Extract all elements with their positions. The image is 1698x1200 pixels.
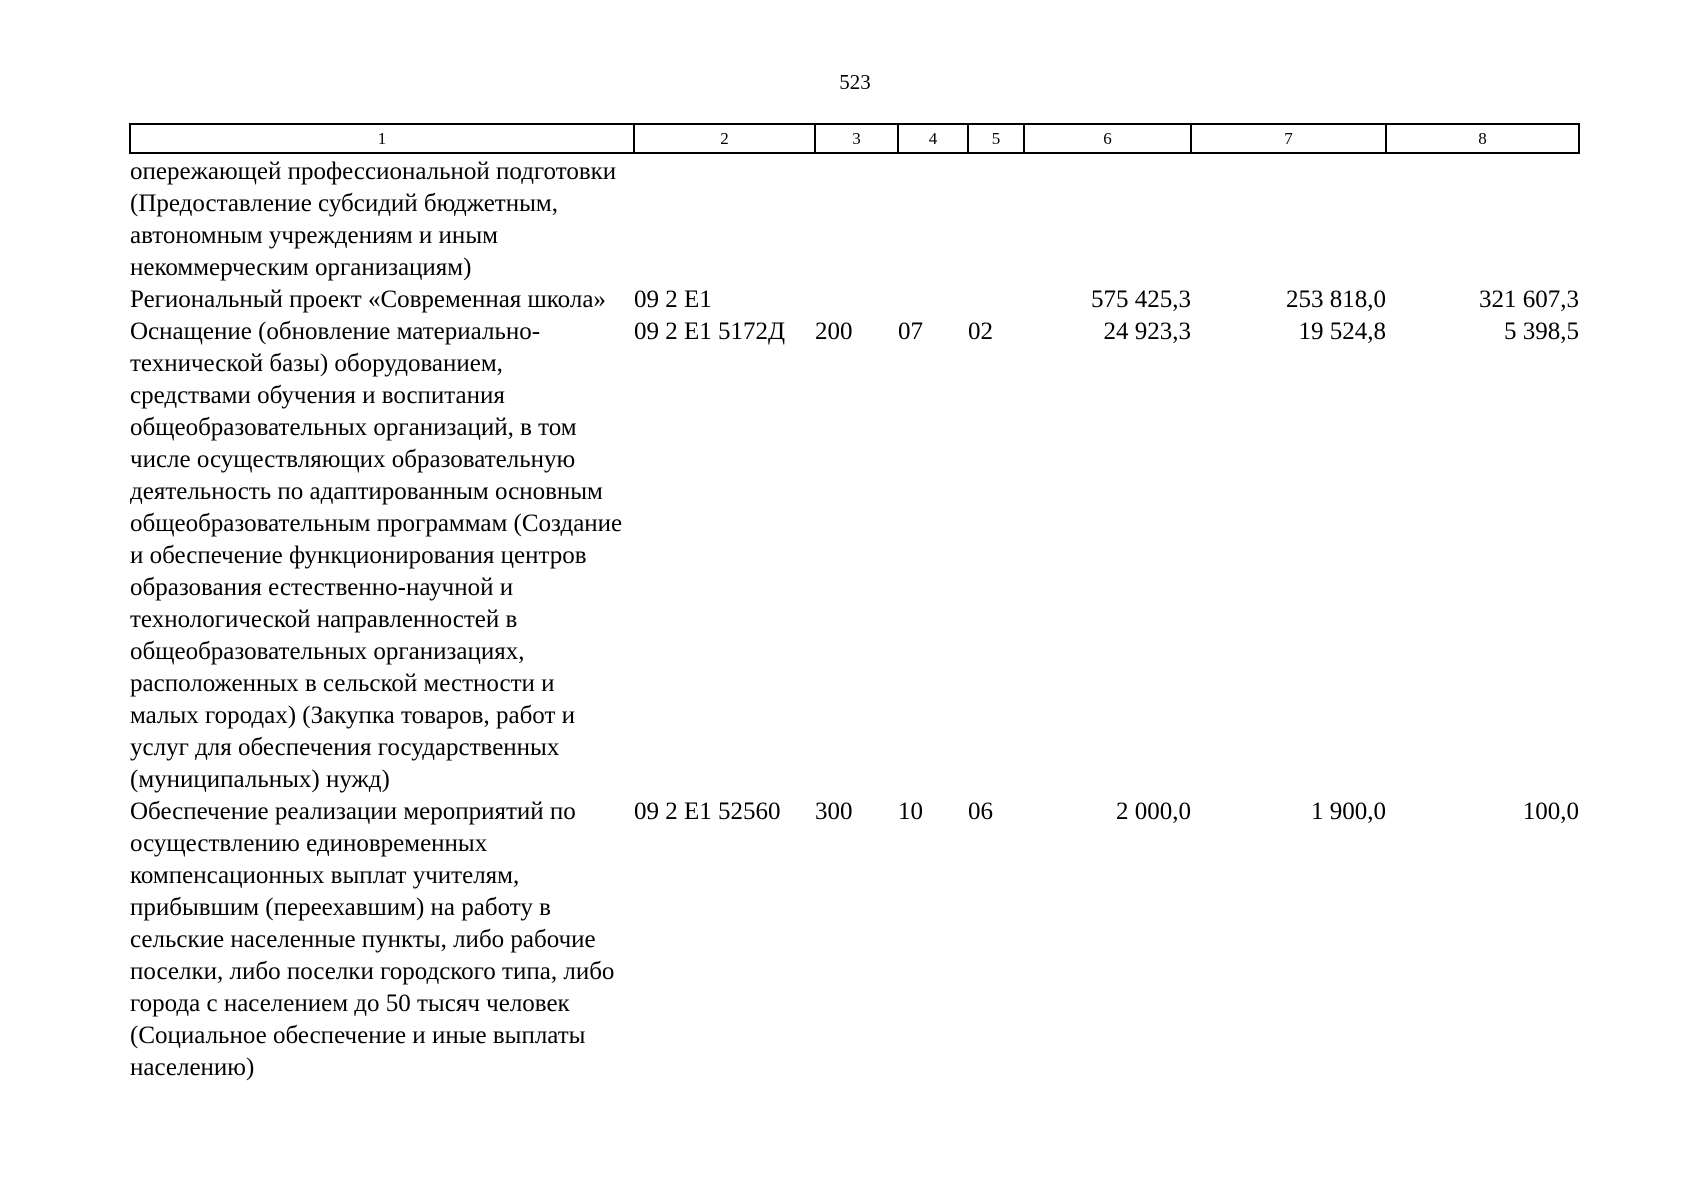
column-header-3: 3 bbox=[815, 124, 898, 153]
row-pr: 02 bbox=[968, 318, 993, 345]
row-csr: 09 2 E1 5172Д bbox=[634, 318, 786, 345]
column-header-1: 1 bbox=[130, 124, 634, 153]
row-fed: 19 524,8 bbox=[1298, 318, 1386, 345]
row-vr: 200 bbox=[815, 318, 853, 345]
column-header-5: 5 bbox=[968, 124, 1024, 153]
row-name: опережающей профессиональной подготовки (Предоставление субсидий бюджетным, автономным учреждениям и иным некоммерческим организациям) bbox=[130, 158, 617, 281]
table-row bbox=[130, 316, 1579, 796]
row-csr: 09 2 E1 bbox=[634, 286, 712, 313]
column-header-2: 2 bbox=[634, 124, 815, 153]
row-total bbox=[1024, 153, 1191, 284]
row-name: Оснащение (обновление материально-технической базы) оборудованием, средствами обучения и воспитания общеобразовательных организаций, в том числе осуществляющих образовательную деятельность по адаптированным основным общеобразовательным программам (Создание и обеспечение функционирования центров образования естественно-научной и технологической направленностей в общеобразовательных организациях, расположенных в сельской местности и малых городах) (Закупка товаров, работ и услуг для обеспечения государственных (муниципальных) нужд) bbox=[130, 318, 623, 793]
row-vr bbox=[815, 153, 898, 284]
column-header-8: 8 bbox=[1386, 124, 1579, 153]
row-csr: 09 2 E1 52560 bbox=[634, 798, 781, 825]
row-name: Региональный проект «Современная школа» bbox=[130, 286, 606, 313]
row-rz bbox=[898, 284, 968, 316]
row-reg bbox=[1386, 153, 1579, 284]
row-fed: 1 900,0 bbox=[1311, 798, 1386, 825]
row-rz bbox=[898, 153, 968, 284]
row-pr bbox=[968, 153, 1024, 284]
row-name: Обеспечение реализации мероприятий по осуществлению единовременных компенсационных выплат учителям, прибывшим (переехавшим) на работу в сельские населенные пункты, либо рабочие поселки, либо поселки городского типа, либо города с населением до 50 тысяч человек (Социальное обеспечение и иные выплаты населению) bbox=[130, 798, 615, 1081]
row-total: 575 425,3 bbox=[1091, 286, 1191, 313]
page-number: 523 bbox=[839, 70, 871, 94]
table-header-row bbox=[130, 124, 1579, 153]
row-csr bbox=[634, 153, 815, 284]
row-total: 24 923,3 bbox=[1103, 318, 1191, 345]
row-vr: 300 bbox=[815, 798, 853, 825]
row-pr bbox=[968, 284, 1024, 316]
column-header-4: 4 bbox=[898, 124, 968, 153]
row-total: 2 000,0 bbox=[1116, 798, 1191, 825]
row-vr bbox=[815, 284, 898, 316]
table-row bbox=[130, 284, 1579, 316]
row-pr: 06 bbox=[968, 798, 993, 825]
row-reg: 100,0 bbox=[1522, 798, 1579, 825]
row-reg: 321 607,3 bbox=[1479, 286, 1579, 313]
row-reg: 5 398,5 bbox=[1504, 318, 1579, 345]
row-fed bbox=[1191, 153, 1386, 284]
table-row bbox=[130, 153, 1579, 284]
table-row bbox=[130, 796, 1579, 1084]
row-rz: 10 bbox=[898, 798, 923, 825]
column-header-6: 6 bbox=[1024, 124, 1191, 153]
column-header-7: 7 bbox=[1191, 124, 1386, 153]
budget-table bbox=[129, 123, 1580, 1084]
row-rz: 07 bbox=[898, 318, 923, 345]
row-fed: 253 818,0 bbox=[1286, 286, 1386, 313]
